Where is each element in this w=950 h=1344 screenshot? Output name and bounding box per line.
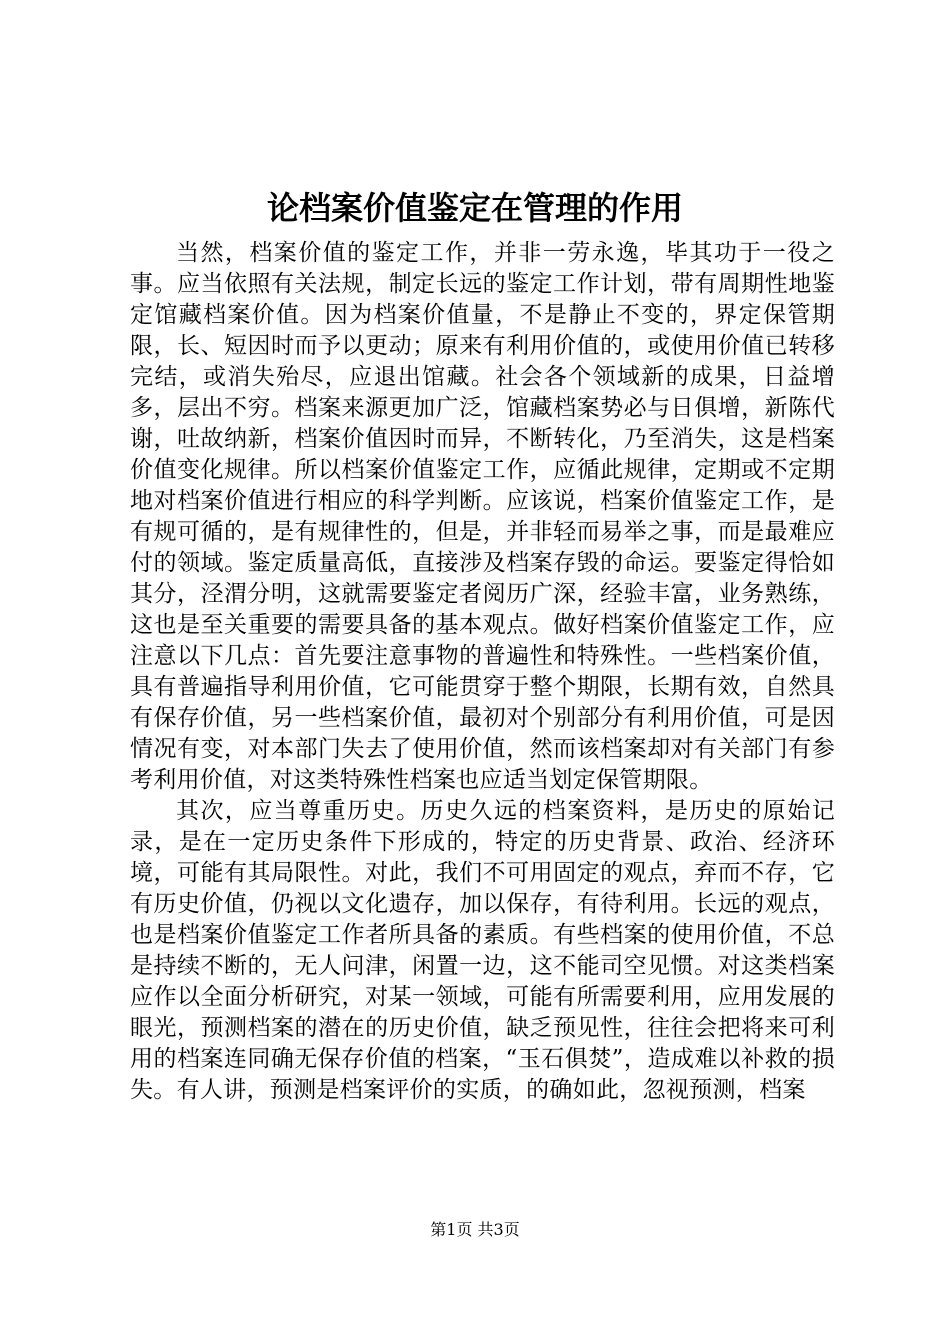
paragraph-2: 其次，应当尊重历史。历史久远的档案资料，是历史的原始记录，是在一定历史条件下形成的，特定的历史背景、政治、经济环境，可能有其局限性。对此，我们不可用固定的观点，弃而不存，它有历史价值，仍视以文化遗存，加以保存，有待利用。长远的观点，也是档案价值鉴定工作者所具备的素质。有些档案的使用价值，不总是持续不断的，无人问津，闲置一边，这不能司空见惯。对这类档案应作以全面分析研究，对某一领域，可能有所需要利用，应用发展的眼光，预测档案的潜在的历史价值，缺乏预见性，往往会把将来可利用的档案连同确无保存价值的档案，“玉石俱焚”，造成难以补救的损失。有人讲，预测是档案评价的实质，的确如此，忽视预测，档案 — [130, 798, 835, 1103]
page-number-footer: 第1页 共3页 — [430, 1220, 520, 1239]
document-body — [130, 238, 835, 1106]
paragraph-1: 当然，档案价值的鉴定工作，并非一劳永逸，毕其功于一役之事。应当依照有关法规，制定长远的鉴定工作计划，带有周期性地鉴定馆藏档案价值。因为档案价值量，不是静止不变的，界定保管期限，长、短因时而予以更动；原来有利用价值的，或使用价值已转移完结，或消失殆尽，应退出馆藏。社会各个领域新的成果，日益增多，层出不穷。档案来源更加广泛，馆藏档案势必与日俱增，新陈代谢，吐故纳新，档案价值因时而异，不断转化，乃至消失，这是档案价值变化规律。所以档案价值鉴定工作，应循此规律，定期或不定期地对档案价值进行相应的科学判断。应该说，档案价值鉴定工作，是有规可循的，是有规律性的，但是，并非轻而易举之事，而是最难应付的领域。鉴定质量高低，直接涉及档案存毁的命运。要鉴定得恰如其分，泾渭分明，这就需要鉴定者阅历广深，经验丰富，业务熟练，这也是至关重要的需要具备的基本观点。做好档案价值鉴定工作，应注意以下几点：首先要注意事物的普遍性和特殊性。一些档案价值，具有普遍指导利用价值，它可能贯穿于整个期限，长期有效，自然具有保存价值，另一些档案价值，最初对个别部分有利用价值，可是因情况有变，对本部门失去了使用价值，然而该档案却对有关部门有参考利用价值，对这类特殊性档案也应适当划定保管期限。 — [130, 240, 835, 793]
document-title: 论档案价值鉴定在管理的作用 — [266, 189, 683, 227]
